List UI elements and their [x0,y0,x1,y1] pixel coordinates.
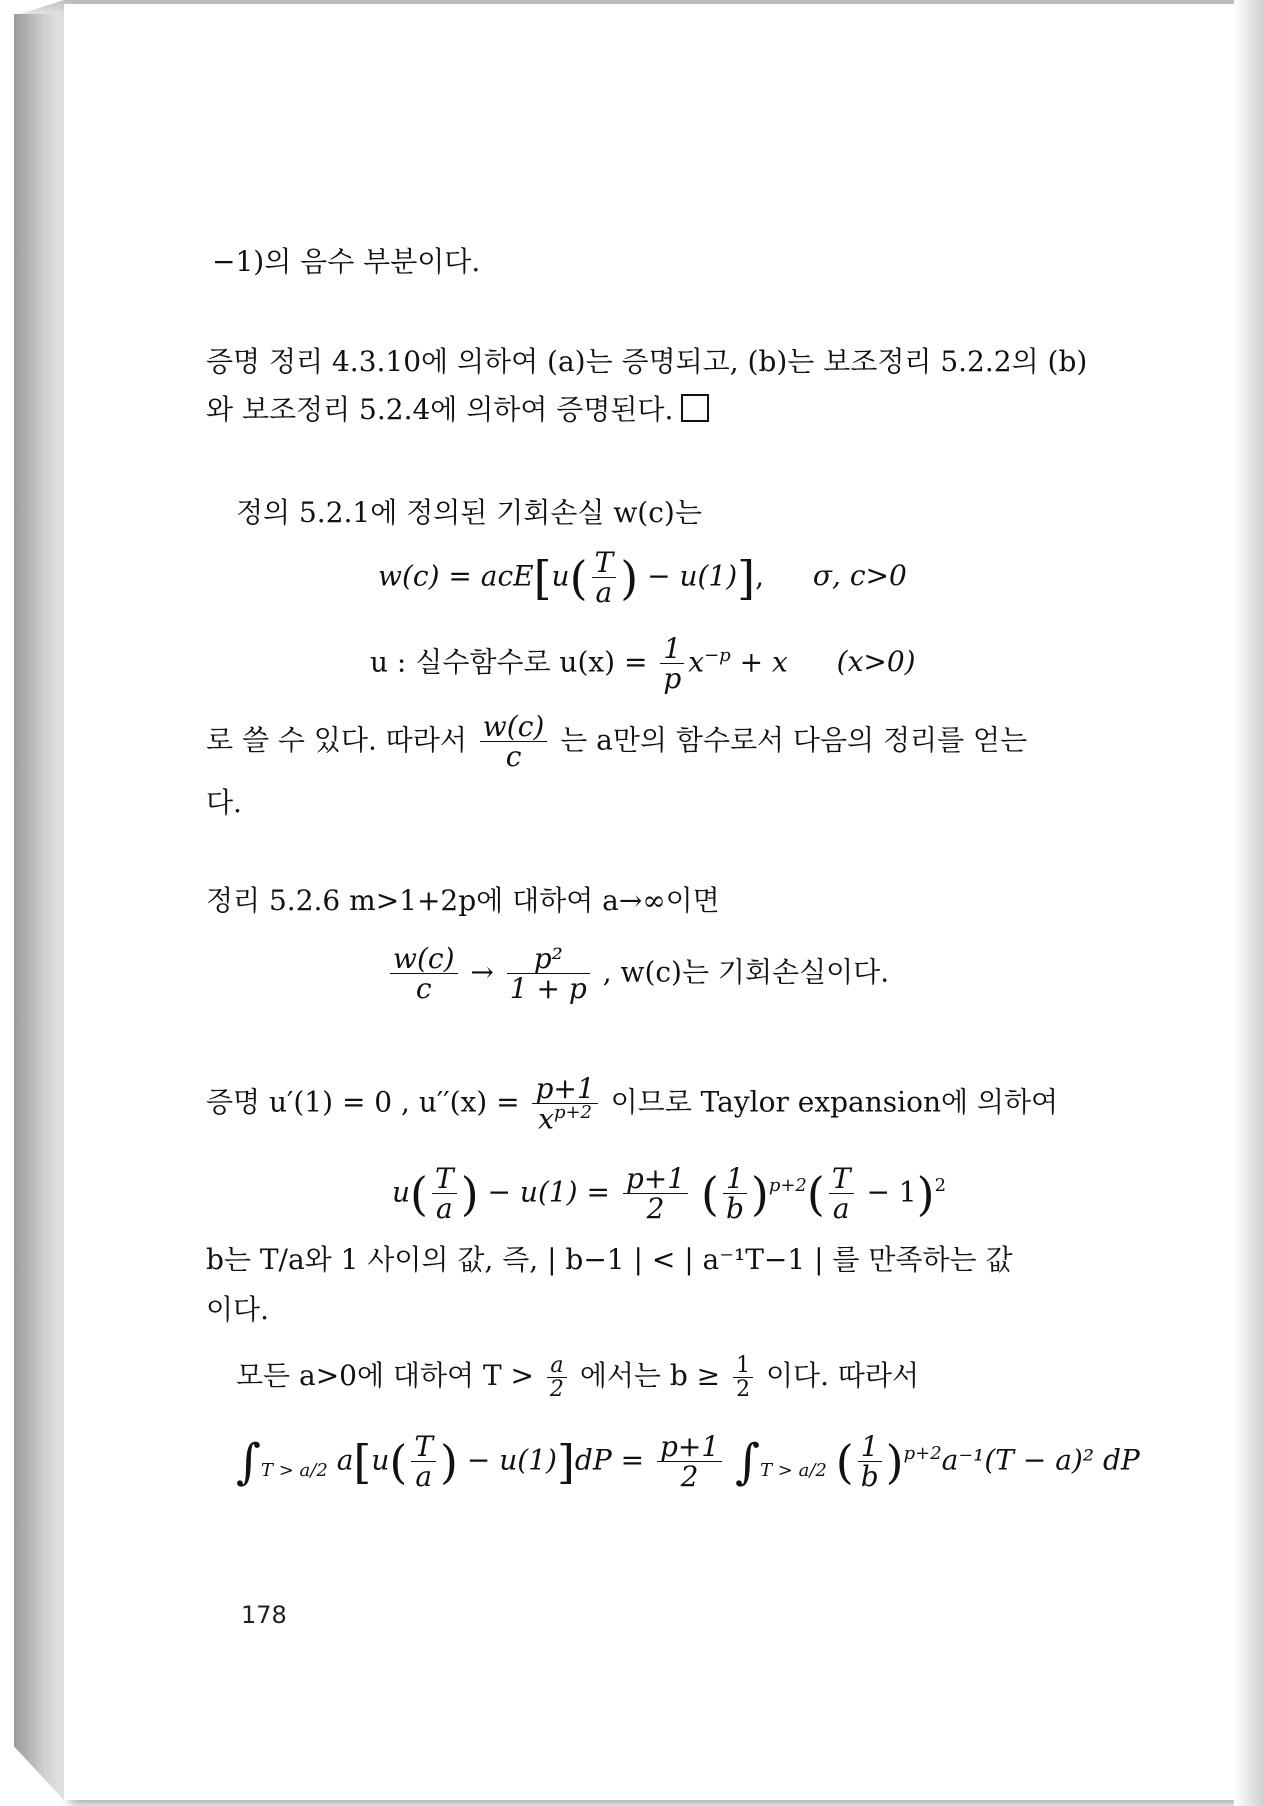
proof-line-1: 증명 u′(1) = 0 , u′′(x) = $\frac{p+1}{x^{p+2}}$ 이므로 Taylor expansion에 의하여 [206,1072,1059,1136]
line-1: −1)의 음수 부분이다. [212,245,481,278]
equation-u-x: u : 실수함수로 u(x) = $\frac{1}{p}$ $x^{-p} + x$ (x>0) [370,632,916,696]
line-8: 다. [206,786,242,819]
proof-line-b-cont: 이다. [206,1293,269,1326]
integral-equation: $\int_{T > a/2}$ a[u( $\frac{T}{a}$ ) − u(1)]dP = $\frac{p+1}{2}$ $\int_{T > a/2}$ ( $\frac{1}{b}$ )$^{p+2}$a⁻¹(T − a)² dP [236,1430,1140,1494]
qed-box [681,394,709,422]
page-right-shadow [1234,0,1264,1806]
theorem-equation: $\frac{w(c)}{c}$ → $\frac{\text{p²}}{1 + p}$ , w(c)는 기회손실이다. [386,944,889,1004]
taylor-equation: u( $\frac{T}{a}$ ) − u(1) = $\frac{p+1}{2}$ ( $\frac{1}{b}$ )$^{p+2}$( $\frac{T}{a}$ − 1)$^2$ [392,1162,947,1226]
line-4-definition: 정의 5.2.1에 정의된 기회손실 w(c)는 [236,496,702,529]
line-7: 로 쓸 수 있다. 따라서 $\frac{w(c)}{c}$ 는 a만의 함수로서 다음의 정리를 얻는 [206,710,1028,774]
page-left-edge [14,14,64,1800]
page-number: 178 [241,1601,287,1629]
theorem-5-2-6: 정리 5.2.6 m>1+2p에 대하여 a→∞이면 [206,884,720,917]
proof-line-b: b는 T/a와 1 사이의 값, 즉, | b−1 | < | a⁻¹T−1 | 를 만족하는 값 [206,1243,1013,1276]
line-3: 와 보조정리 5.2.4에 의하여 증명된다. [206,393,709,427]
proof-line-all-a: 모든 a>0에 대하여 T > $\frac{a}{2}$ 에서는 b ≥ $\frac{1}{2}$ 이다. 따라서 [236,1353,920,1403]
line-2-proof: 증명 정리 4.3.10에 의하여 (a)는 증명되고, (b)는 보조정리 5.2.2의 (b) [206,345,1088,378]
equation-w-c: w(c) = acE[u( $\frac{T}{a}$ ) − u(1)], σ, c>0 [378,546,907,610]
